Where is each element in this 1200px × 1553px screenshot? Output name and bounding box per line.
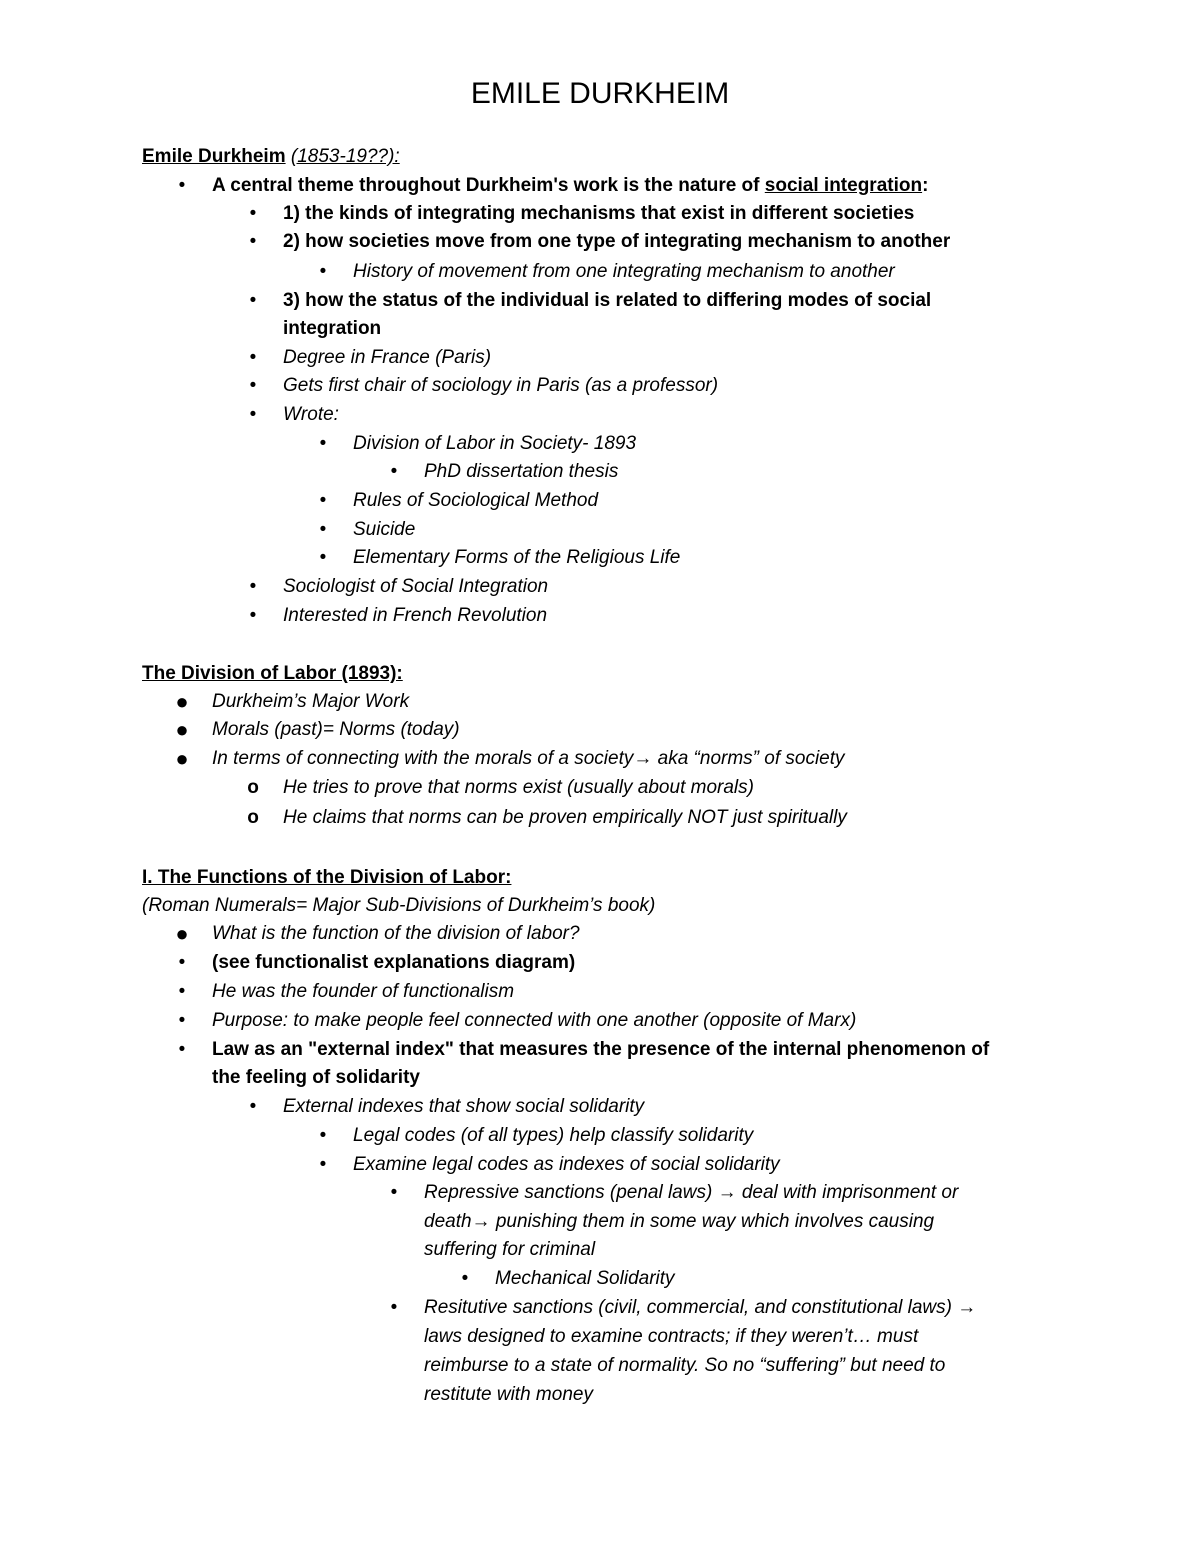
theme-underlined: social integration (764, 175, 923, 196)
list-item-suicide: Suicide (353, 519, 416, 540)
list-item-legal: Legal codes (of all types) help classify solidarity (353, 1125, 754, 1146)
list-item-prove: He tries to prove that norms exist (usually about morals) (283, 777, 754, 798)
list-item-founder: He was the founder of functionalism (212, 981, 515, 1002)
bullet-icon: • (390, 1297, 398, 1318)
bullet-icon: ● (175, 689, 189, 714)
heading-name: Emile Durkheim (142, 146, 286, 167)
bullet-icon: • (319, 547, 327, 568)
section-heading-division-of-labor: The Division of Labor (1893): (142, 663, 403, 684)
bullet-icon: • (319, 433, 327, 454)
bullet-icon: • (249, 375, 257, 396)
bullet-icon: • (319, 261, 327, 282)
bullet-icon: • (178, 1010, 186, 1031)
bullet-icon: • (249, 605, 257, 626)
bullet-icon: • (319, 1154, 327, 1175)
circle-bullet-icon: o (247, 807, 259, 828)
theme-colon: : (922, 175, 929, 196)
list-item-status-line2: integration (283, 318, 382, 339)
list-item-diagram: (see functionalist explanations diagram) (212, 952, 576, 973)
bullet-icon: • (319, 519, 327, 540)
bullet-icon: • (249, 290, 257, 311)
list-item-history: History of movement from one integrating mechanism to another (353, 261, 895, 282)
bullet-icon: • (249, 1096, 257, 1117)
list-item-revolution: Interested in French Revolution (283, 605, 548, 626)
list-item-move: 2) how societies move from one type of integrating mechanism to another (283, 231, 951, 252)
list-item-connecting: In terms of connecting with the morals of a society→ aka “norms” of society (212, 748, 845, 769)
list-item-restitutive-line1: Resitutive sanctions (civil, commercial, and constitutional laws) → (424, 1297, 977, 1318)
list-item-restitutive-line4: restitute with money (424, 1384, 593, 1405)
list-item-purpose: Purpose: to make people feel connected with one another (opposite of Marx) (212, 1010, 857, 1031)
list-item-morals: Morals (past)= Norms (today) (212, 719, 460, 740)
list-item-chair: Gets first chair of sociology in Paris (as a professor) (283, 375, 719, 396)
heading-dates: (1853-19??): (290, 146, 400, 167)
list-item-status-line1: 3) how the status of the individual is related to differing modes of social (283, 290, 932, 311)
list-item-rules: Rules of Sociological Method (353, 490, 599, 511)
list-item-function: What is the function of the division of labor? (212, 923, 580, 944)
section-heading-functions: I. The Functions of the Division of Labor: (142, 867, 512, 888)
list-item-mechanical: Mechanical Solidarity (495, 1268, 675, 1289)
list-item-external: External indexes that show social solidarity (283, 1096, 645, 1117)
bullet-icon: • (249, 231, 257, 252)
bullet-icon: • (249, 203, 257, 224)
page-title: EMILE DURKHEIM (470, 77, 730, 110)
section-heading-durkheim (142, 143, 400, 171)
list-item-repressive-line2: death→ punishing them in some way which involves causing (424, 1211, 935, 1232)
list-item-theme (212, 172, 928, 200)
list-item-law-line2: the feeling of solidarity (212, 1067, 420, 1088)
list-item-degree: Degree in France (Paris) (283, 347, 492, 368)
list-item-restitutive-line3: reimburse to a state of normality. So no “suffering” but need to (424, 1355, 946, 1376)
circle-bullet-icon: o (247, 777, 259, 798)
bullet-icon: • (390, 1182, 398, 1203)
bullet-icon: • (249, 576, 257, 597)
bullet-icon: • (178, 1039, 186, 1060)
bullet-icon: • (178, 175, 186, 196)
list-item-sociologist: Sociologist of Social Integration (283, 576, 549, 597)
bullet-icon: • (390, 461, 398, 482)
list-item-division: Division of Labor in Society- 1893 (353, 433, 637, 454)
theme-text: A central theme throughout Durkheim's work is the nature of (212, 175, 765, 196)
bullet-icon: • (319, 1125, 327, 1146)
list-item-claims: He claims that norms can be proven empirically NOT just spiritually (283, 807, 847, 828)
list-item-restitutive-line2: laws designed to examine contracts; if they weren’t… must (424, 1326, 919, 1347)
list-item-elementary: Elementary Forms of the Religious Life (353, 547, 681, 568)
section-subheading: (Roman Numerals= Major Sub-Divisions of Durkheim’s book) (142, 895, 656, 916)
bullet-icon: • (249, 404, 257, 425)
list-item-phd: PhD dissertation thesis (424, 461, 619, 482)
bullet-icon: ● (175, 717, 189, 742)
list-item-repressive-line1: Repressive sanctions (penal laws) → deal with imprisonment or (424, 1182, 959, 1203)
bullet-icon: ● (175, 746, 189, 771)
list-item-repressive-line3: suffering for criminal (424, 1239, 596, 1260)
bullet-icon: • (178, 952, 186, 973)
bullet-icon: • (178, 981, 186, 1002)
bullet-icon: • (249, 347, 257, 368)
bullet-icon: ● (175, 921, 189, 946)
list-item-law-line1: Law as an "external index" that measures the presence of the internal phenomenon of (212, 1039, 990, 1060)
list-item-examine: Examine legal codes as indexes of social solidarity (353, 1154, 780, 1175)
bullet-icon: • (319, 490, 327, 511)
list-item-kinds: 1) the kinds of integrating mechanisms that exist in different societies (283, 203, 915, 224)
list-item-major: Durkheim’s Major Work (212, 691, 410, 712)
list-item-wrote: Wrote: (283, 404, 339, 425)
bullet-icon: • (461, 1268, 469, 1289)
